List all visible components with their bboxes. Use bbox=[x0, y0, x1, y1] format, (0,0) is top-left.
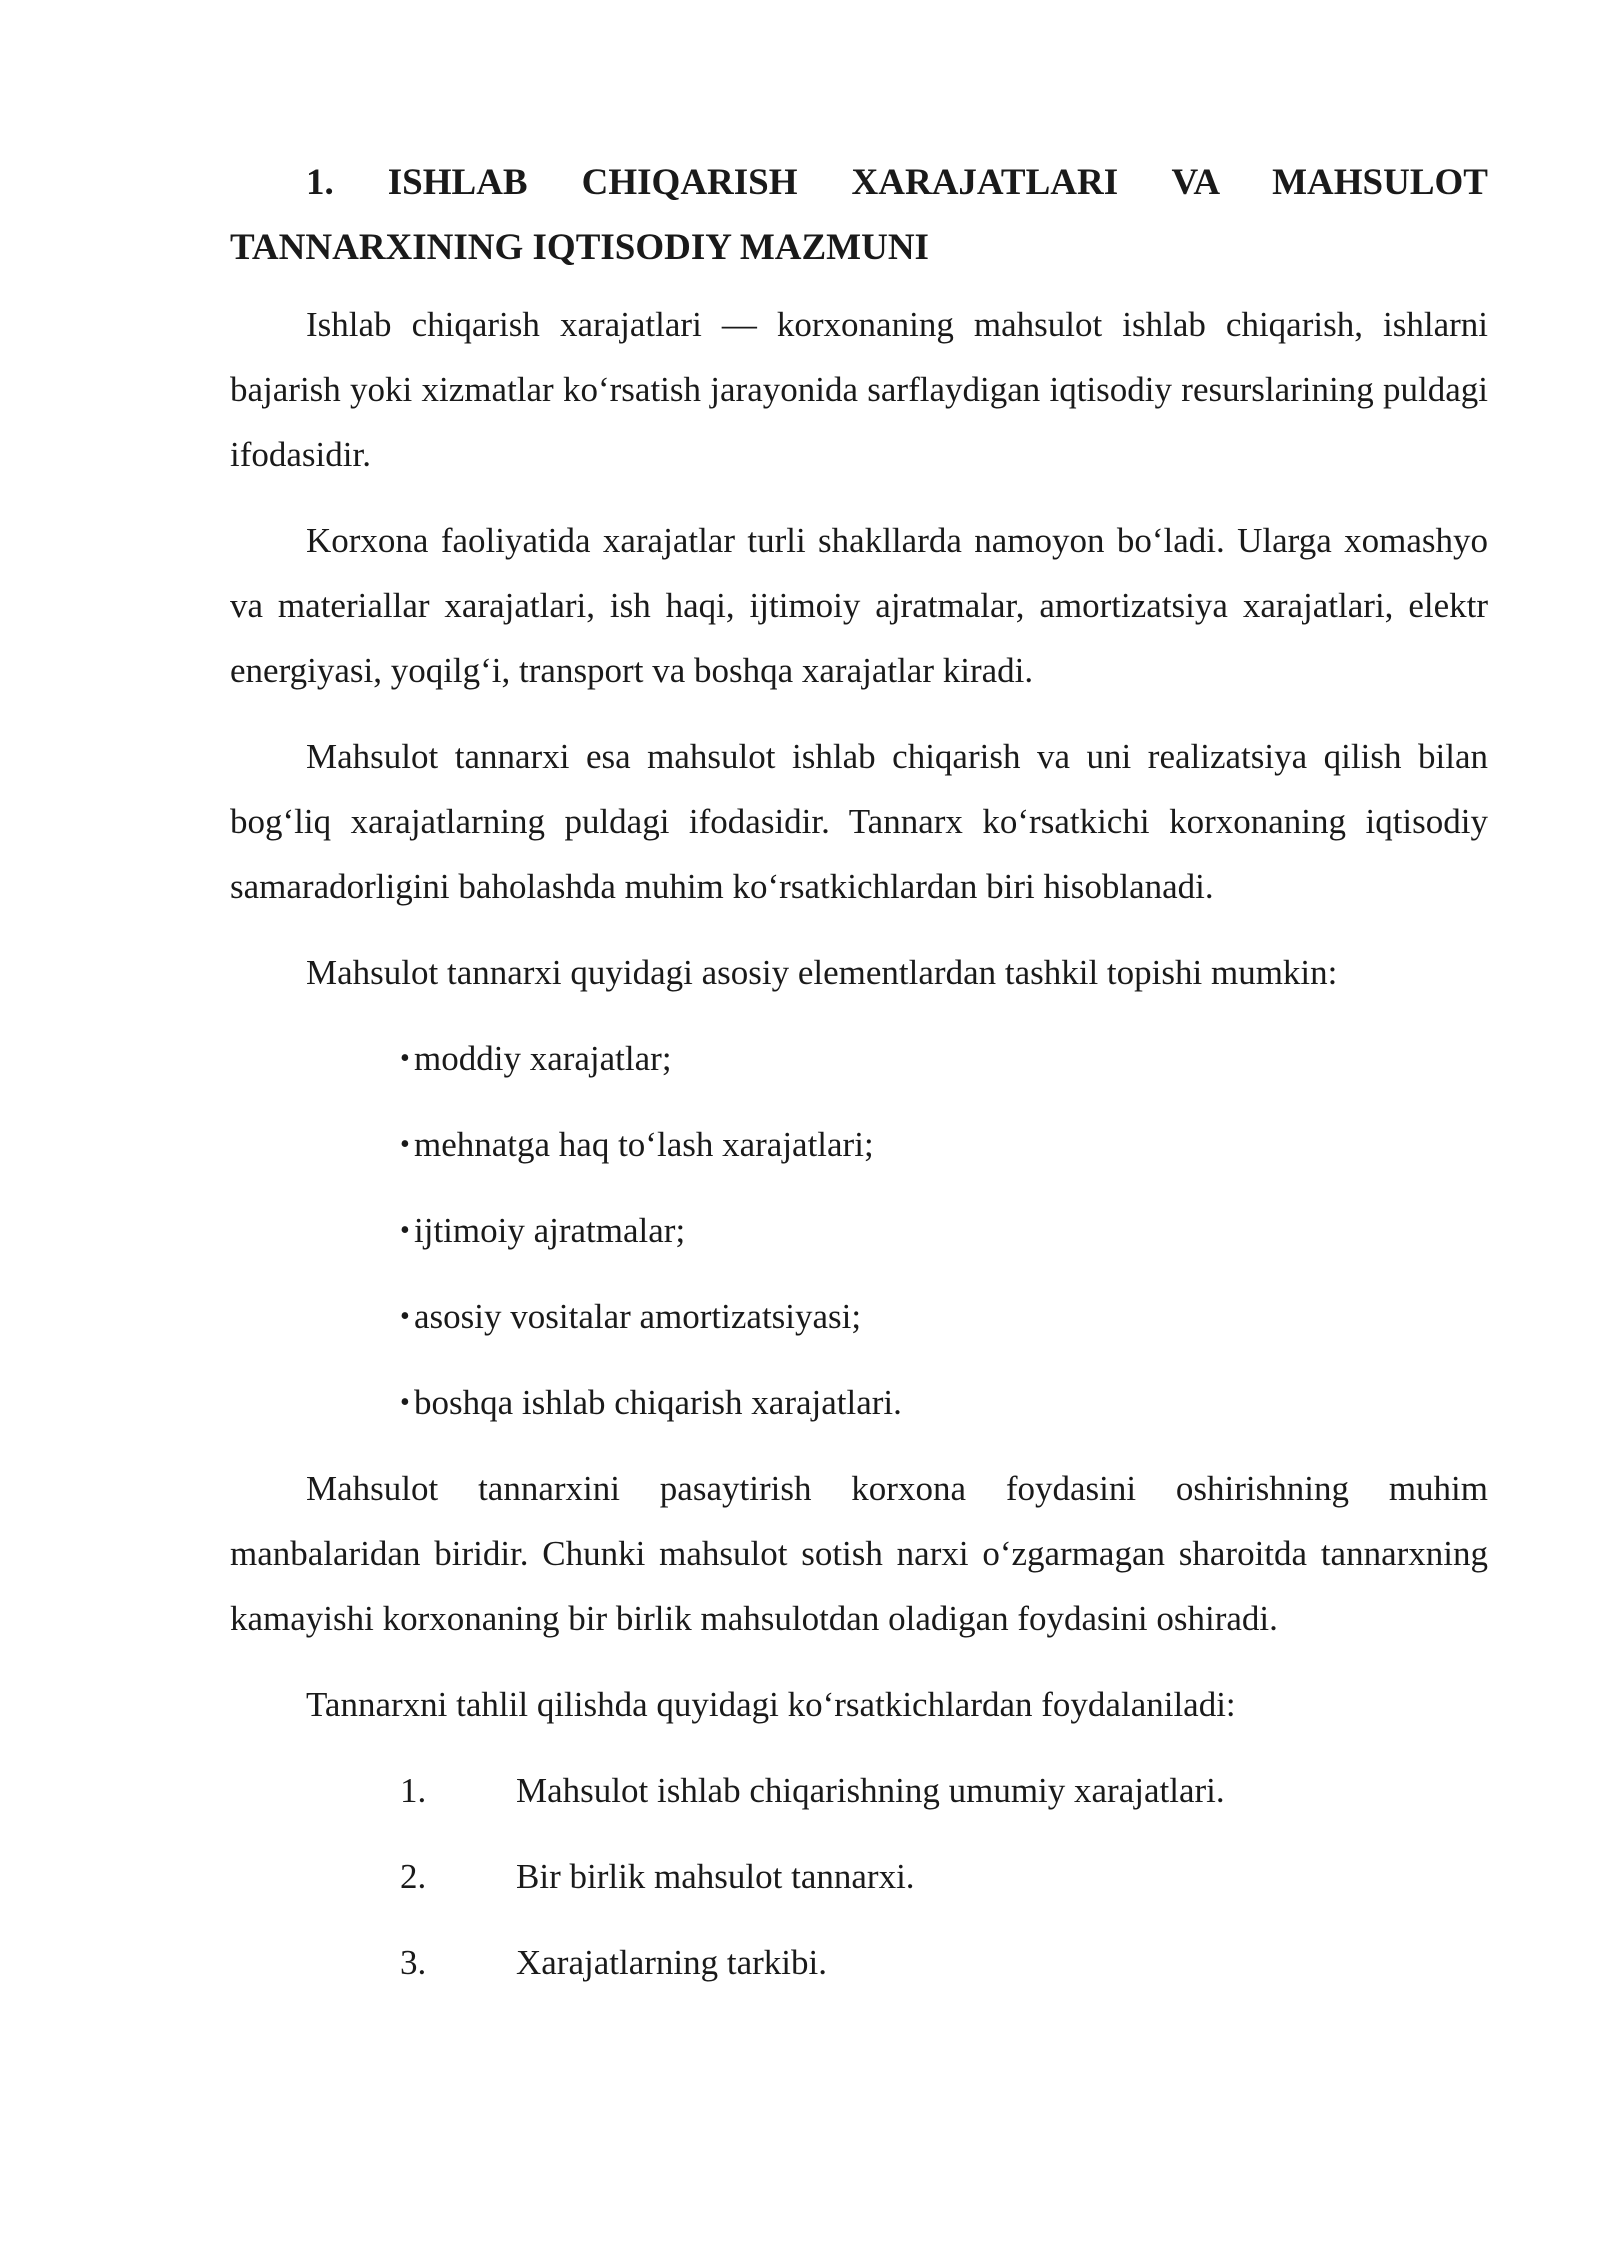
list-item bbox=[230, 1112, 1488, 1177]
item-number: 3. bbox=[400, 1943, 427, 1982]
bullet-icon: • bbox=[400, 1043, 410, 1074]
section-heading-line-1: 1. ISHLAB CHIQARISH XARAJATLARI VA MAHSULOT bbox=[306, 162, 1488, 203]
bullet-icon: • bbox=[400, 1215, 410, 1246]
cost-elements-list bbox=[230, 1026, 1488, 1435]
list-item-text: moddiy xarajatlar; bbox=[414, 1039, 672, 1078]
list-item-text: ijtimoiy ajratmalar; bbox=[414, 1211, 686, 1250]
document-page bbox=[230, 150, 1488, 2016]
item-number: 1. bbox=[400, 1771, 427, 1810]
section-heading bbox=[230, 150, 1488, 280]
numbered-item bbox=[230, 1844, 1488, 1909]
list-item-text: mehnatga haq to‘lash xarajatlari; bbox=[414, 1125, 874, 1164]
list-item bbox=[230, 1198, 1488, 1263]
paragraph-cost-price: Mahsulot tannarxi esa mahsulot ishlab chiqarish va uni realizatsiya qilish bilan bog‘liq xarajatlarning puldagi ifodasidir. Tannarx ko‘rsatkichi korxonaning iqtisodiy samaradorligini baholashda muhim ko‘rsatkichlardan biri hisoblanadi. bbox=[230, 737, 1488, 906]
numbered-item bbox=[230, 1758, 1488, 1823]
bullet-icon: • bbox=[400, 1301, 410, 1332]
item-text: Mahsulot ishlab chiqarishning umumiy xarajatlari. bbox=[516, 1771, 1225, 1810]
bullet-icon: • bbox=[400, 1387, 410, 1418]
list-item-text: asosiy vositalar amortizatsiyasi; bbox=[414, 1297, 862, 1336]
paragraph-indicators-intro: Tannarxni tahlil qilishda quyidagi ko‘rsatkichlardan foydalaniladi: bbox=[306, 1685, 1236, 1724]
section-heading-line-2: TANNARXINING IQTISODIY MAZMUNI bbox=[230, 227, 929, 268]
paragraph-definition: Ishlab chiqarish xarajatlari — korxonaning mahsulot ishlab chiqarish, ishlarni bajarish yoki xizmatlar ko‘rsatish jarayonida sarflaydigan iqtisodiy resurslarining puldagi ifodasidir. bbox=[230, 305, 1488, 474]
indicators-list bbox=[230, 1758, 1488, 1995]
paragraph-elements-intro: Mahsulot tannarxi quyidagi asosiy elementlardan tashkil topishi mumkin: bbox=[306, 953, 1338, 992]
item-text: Bir birlik mahsulot tannarxi. bbox=[516, 1857, 915, 1896]
paragraph-cost-forms: Korxona faoliyatida xarajatlar turli shakllarda namoyon bo‘ladi. Ularga xomashyo va materiallar xarajatlari, ish haqi, ijtimoiy ajratmalar, amortizatsiya xarajatlari, elektr energiyasi, yoqilg‘i, transport va boshqa xarajatlar kiradi. bbox=[230, 521, 1488, 690]
list-item bbox=[230, 1370, 1488, 1435]
bullet-icon: • bbox=[400, 1129, 410, 1160]
item-text: Xarajatlarning tarkibi. bbox=[516, 1943, 827, 1982]
item-number: 2. bbox=[400, 1857, 427, 1896]
list-item-text: boshqa ishlab chiqarish xarajatlari. bbox=[414, 1383, 902, 1422]
numbered-item bbox=[230, 1930, 1488, 1995]
paragraph-cost-reduction: Mahsulot tannarxini pasaytirish korxona foydasini oshirishning muhim manbalaridan biridir. Chunki mahsulot sotish narxi o‘zgarmagan sharoitda tannarxning kamayishi korxonaning bir birlik mahsulotdan oladigan foydasini oshiradi. bbox=[230, 1469, 1488, 1638]
list-item bbox=[230, 1026, 1488, 1091]
list-item bbox=[230, 1284, 1488, 1349]
